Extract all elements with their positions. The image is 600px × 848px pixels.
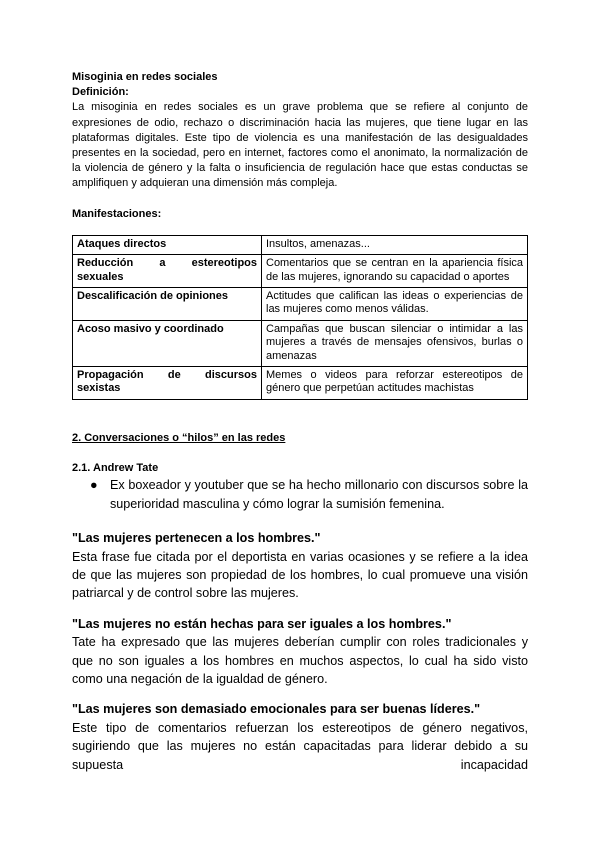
- table-cell-description: Actitudes que califican las ideas o experiencias de las mujeres como menos válidas.: [262, 288, 528, 321]
- quote-explanation: Esta frase fue citada por el deportista en varias ocasiones y se refiere a la idea de que las mujeres son propiedad de los hombres, lo cual promueve una visión patriarcal y de control sobre las mujeres.: [72, 549, 528, 601]
- table-row: [73, 320, 528, 366]
- quote-heading: "Las mujeres no están hechas para ser iguales a los hombres.": [72, 616, 452, 631]
- table-row: [73, 367, 528, 400]
- table-row: [73, 235, 528, 254]
- definition-heading: Definición:: [72, 86, 129, 99]
- document-page: [72, 70, 528, 774]
- section-2-heading: 2. Conversaciones o “hilos” en las redes: [72, 431, 286, 444]
- definition-paragraph: La misoginia en redes sociales es un grave problema que se refiere al conjunto de expresiones de odio, rechazo o discriminación hacia las mujeres, que tiene lugar en las plataformas digitales. Este tipo de violencia es una manifestación de las desigualdades presentes en la sociedad, pero en internet, factores como el anonimato, la normalización de la violencia de género y la falta o insuficiencia de regulación hace que estas conductas se amplifiquen y adquieran una dimensión más compleja.: [72, 101, 528, 190]
- table-cell-label: Propagación de discursos sexistas: [73, 367, 262, 400]
- table-cell-label: Acoso masivo y coordinado: [73, 320, 262, 366]
- table-cell-description: Campañas que buscan silenciar o intimidar a las mujeres a través de mensajes ofensivos, burlas o amenazas: [262, 320, 528, 366]
- manifestations-table: [72, 235, 528, 400]
- bullet-icon: ●: [90, 478, 98, 493]
- quote-heading: "Las mujeres son demasiado emocionales para ser buenas líderes.": [72, 702, 481, 717]
- document-title: Misoginia en redes sociales: [72, 71, 218, 83]
- subsection-heading: 2.1. Andrew Tate: [72, 462, 159, 475]
- quote-explanation: Este tipo de comentarios refuerzan los estereotipos de género negativos, sugiriendo que las mujeres no están capacitadas para liderar debido a su supuesta incapacidad: [72, 720, 528, 772]
- table-cell-label: Descalificación de opiniones: [73, 288, 262, 321]
- table-cell-label: Reducción a estereotipos sexuales: [73, 255, 262, 288]
- table-cell-description: Insultos, amenazas...: [262, 235, 528, 254]
- table-cell-description: Memes o videos para reforzar estereotipos de género que perpetúan actitudes machistas: [262, 367, 528, 400]
- list-item: [72, 476, 528, 513]
- list-item-text: Ex boxeador y youtuber que se ha hecho millonario con discursos sobre la superioridad masculina y cómo lograr la sumisión femenina.: [110, 478, 528, 511]
- quote-explanation: Tate ha expresado que las mujeres deberían cumplir con roles tradicionales y que no son iguales a los hombres en muchos aspectos, lo cual ha sido visto como una negación de la igualdad de género.: [72, 635, 528, 686]
- table-row: [73, 288, 528, 321]
- table-row: [73, 255, 528, 288]
- bullet-list: [72, 476, 528, 513]
- quote-heading: "Las mujeres pertenecen a los hombres.": [72, 531, 321, 546]
- table-cell-label: Ataques directos: [73, 235, 262, 254]
- table-cell-description: Comentarios que se centran en la apariencia física de las mujeres, ignorando su capacidad o aportes: [262, 255, 528, 288]
- manifestations-heading: Manifestaciones:: [72, 207, 162, 220]
